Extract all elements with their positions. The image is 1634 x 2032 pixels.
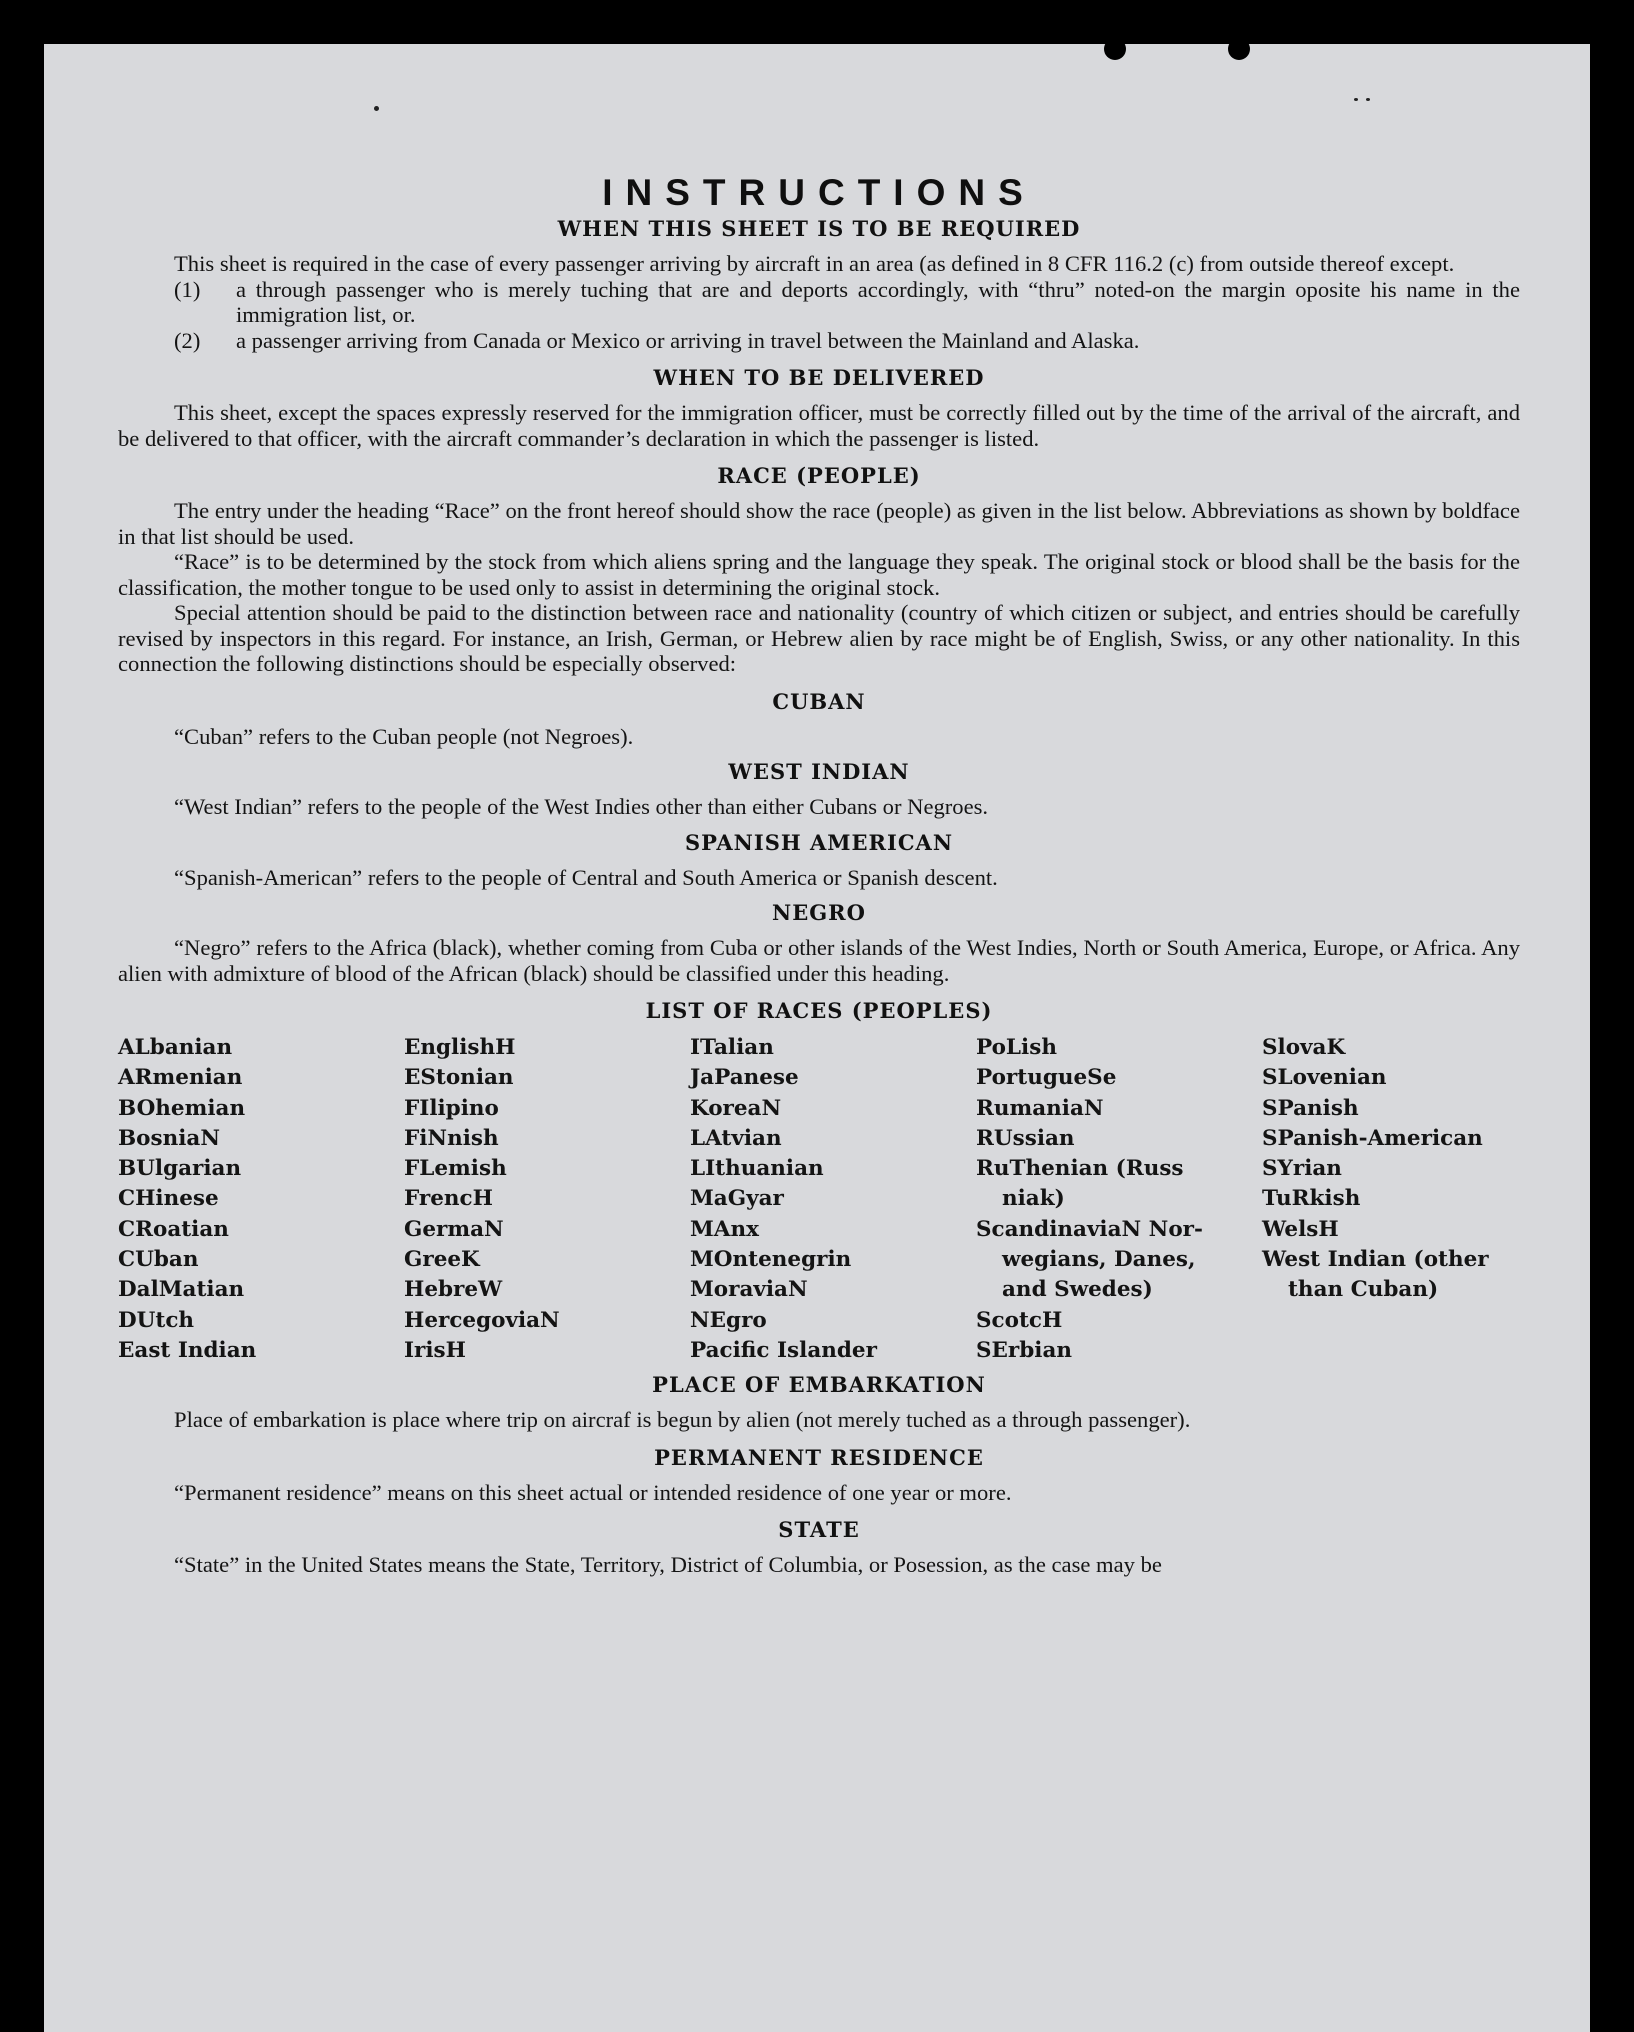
race-entry: DUtch <box>118 1307 195 1333</box>
race-entry: CUban <box>118 1247 199 1273</box>
exception-number: (2) <box>174 327 201 353</box>
race-column <box>690 1033 976 1366</box>
race-entry: MOntenegrin <box>690 1247 852 1273</box>
residence-text: “Permanent residence” means on this sheet actual or intended residence of one year or more. <box>174 1479 1012 1505</box>
exception-text: a through passenger who is merely tuching that are and deports accordingly, with “thru” noted-on the margin oposite his name in the immigration list, or. <box>236 276 1520 327</box>
race-entry-continued: and Swedes) <box>1002 1277 1153 1303</box>
race-entry: MAnx <box>690 1216 759 1242</box>
when-required-intro: This sheet is required in the case of every passenger arriving by aircraft in an area (as defined in 8 CFR 116.2 (c) from outside thereof except. <box>174 251 1455 276</box>
heading-state: STATE <box>778 1517 860 1543</box>
negro-text: “Negro” refers to the Africa (black), whether coming from Cuba or other islands of the West Indies, North or South America, Europe, or Africa. Any alien with admixture of blood of the African (black) should be classified under this heading. <box>118 935 1520 986</box>
race-entry: PoLish <box>976 1035 1057 1060</box>
race-entry: Pacific Islander <box>690 1337 877 1363</box>
race-entry: ScandinaviaN Nor- <box>976 1216 1203 1242</box>
race-entry-continued: niak) <box>1002 1186 1065 1212</box>
race-entry: NEgro <box>690 1307 767 1333</box>
race-entry: ALbanian <box>118 1035 233 1060</box>
heading-race: RACE (PEOPLE) <box>717 463 921 488</box>
race-paragraph: “Race” is to be determined by the stock from which aliens spring and the language they speak. The original stock or blood shall be the basis for the classification, the mother tongue to be used only to assist in determining the original stock. <box>118 549 1520 600</box>
race-entry: HercegoviaN <box>404 1307 560 1333</box>
race-entry: CRoatian <box>118 1216 229 1242</box>
speck <box>374 106 379 111</box>
race-entry: RuThenian (Russ <box>976 1156 1184 1182</box>
exception-number: (1) <box>174 276 201 302</box>
race-column <box>118 1033 404 1366</box>
race-list <box>118 1033 1520 1366</box>
race-entry-continued: wegians, Danes, <box>1002 1247 1196 1273</box>
page-title: INSTRUCTIONS <box>602 172 1036 213</box>
when-delivered-text: This sheet, except the spaces expressly reserved for the immigration officer, must be correctly filled out by the time of the arrival of the aircraft, and be delivered to that officer, with the aircraft commander’s declaration in which the passenger is listed. <box>118 400 1520 451</box>
race-entry: ITalian <box>690 1035 774 1060</box>
race-entry: SLovenian <box>1262 1065 1387 1091</box>
heading-embarkation: PLACE OF EMBARKATION <box>652 1372 986 1398</box>
race-entry: ARmenian <box>118 1065 243 1091</box>
race-entry: FLemish <box>404 1156 507 1182</box>
exception-text: a passenger arriving from Canada or Mexico or arriving in travel between the Mainland and Alaska. <box>236 327 1140 353</box>
instructions-body <box>118 172 1520 1578</box>
cuban-text: “Cuban” refers to the Cuban people (not Negroes). <box>174 723 634 749</box>
race-entry: PortugueSe <box>976 1065 1117 1091</box>
race-entry: BOhemian <box>118 1095 246 1121</box>
race-entry: FrencH <box>404 1186 493 1212</box>
heading-when-required: WHEN THIS SHEET IS TO BE REQUIRED <box>557 216 1081 241</box>
race-entry: MaGyar <box>690 1186 784 1212</box>
heading-list-of-races: LIST OF RACES (PEOPLES) <box>645 998 993 1023</box>
race-entry: BosniaN <box>118 1125 220 1151</box>
race-entry: DalMatian <box>118 1277 245 1303</box>
west-indian-text: “West Indian” refers to the people of the West Indies other than either Cubans or Negroes. <box>174 794 989 819</box>
race-paragraph: Special attention should be paid to the distinction between race and nationality (country of which citizen or subject, and entries should be carefully revised by inspectors in this regard. For instance, an Irish, German, or Hebrew alien by race might be of English, Swiss, or any other nationality. In this connection the following distinctions should be especially observed: <box>118 600 1520 676</box>
race-entry: HebreW <box>404 1277 503 1303</box>
race-entry: BUlgarian <box>118 1156 242 1182</box>
race-entry: TuRkish <box>1262 1186 1361 1212</box>
heading-spanish-american: SPANISH AMERICAN <box>684 829 954 855</box>
spanish-american-text: “Spanish-American” refers to the people of Central and South America or Spanish descent. <box>174 864 998 890</box>
race-entry: SPanish-American <box>1262 1125 1483 1151</box>
race-entry: FiNnish <box>404 1125 499 1151</box>
embarkation-text: Place of embarkation is place where trip on aircraf is begun by alien (not merely tuched as a through passenger). <box>174 1407 1191 1433</box>
race-entry: East Indian <box>118 1337 257 1363</box>
race-entry-continued: than Cuban) <box>1288 1277 1439 1303</box>
race-entry: LAtvian <box>690 1125 782 1151</box>
race-column <box>1262 1033 1520 1366</box>
state-text: “State” in the United States means the State, Territory, District of Columbia, or Posession, as the case may be <box>174 1552 1162 1578</box>
race-entry: GermaN <box>404 1216 504 1242</box>
race-column <box>404 1033 690 1366</box>
heading-negro: NEGRO <box>772 900 866 925</box>
punch-hole <box>1228 38 1250 60</box>
race-entry: RumaniaN <box>976 1095 1104 1121</box>
document-page <box>44 44 1590 2032</box>
race-entry: GreeK <box>404 1247 480 1273</box>
race-entry: ScotcH <box>976 1307 1063 1333</box>
race-entry: RUssian <box>976 1125 1075 1151</box>
race-entry: KoreaN <box>690 1095 782 1121</box>
exception-item <box>118 328 1520 354</box>
heading-when-delivered: WHEN TO BE DELIVERED <box>653 365 985 390</box>
race-entry: IrisH <box>404 1337 466 1363</box>
exception-item <box>118 277 1520 328</box>
race-entry: FIlipino <box>404 1095 499 1121</box>
race-entry: EnglishH <box>404 1035 516 1060</box>
heading-cuban: CUBAN <box>772 688 866 714</box>
race-entry: SErbian <box>976 1337 1073 1363</box>
race-entry: EStonian <box>404 1065 514 1091</box>
race-entry: SlovaK <box>1262 1035 1346 1060</box>
race-entry: SPanish <box>1262 1095 1359 1121</box>
speck <box>1354 98 1358 101</box>
race-entry: LIthuanian <box>690 1156 824 1182</box>
speck <box>1366 98 1370 101</box>
race-entry: JaPanese <box>690 1065 799 1091</box>
race-entry: SYrian <box>1262 1156 1342 1182</box>
race-entry: West Indian (other <box>1262 1247 1489 1273</box>
heading-west-indian: WEST INDIAN <box>728 759 910 784</box>
race-entry: CHinese <box>118 1186 219 1212</box>
race-entry: WelsH <box>1262 1216 1339 1242</box>
punch-hole <box>1104 38 1126 60</box>
heading-permanent-residence: PERMANENT RESIDENCE <box>654 1444 984 1470</box>
race-column <box>976 1033 1262 1366</box>
race-entry: MoraviaN <box>690 1277 808 1303</box>
race-paragraph: The entry under the heading “Race” on the front hereof should show the race (people) as given in the list below. Abbreviations as shown by boldface in that list should be used. <box>118 498 1520 549</box>
